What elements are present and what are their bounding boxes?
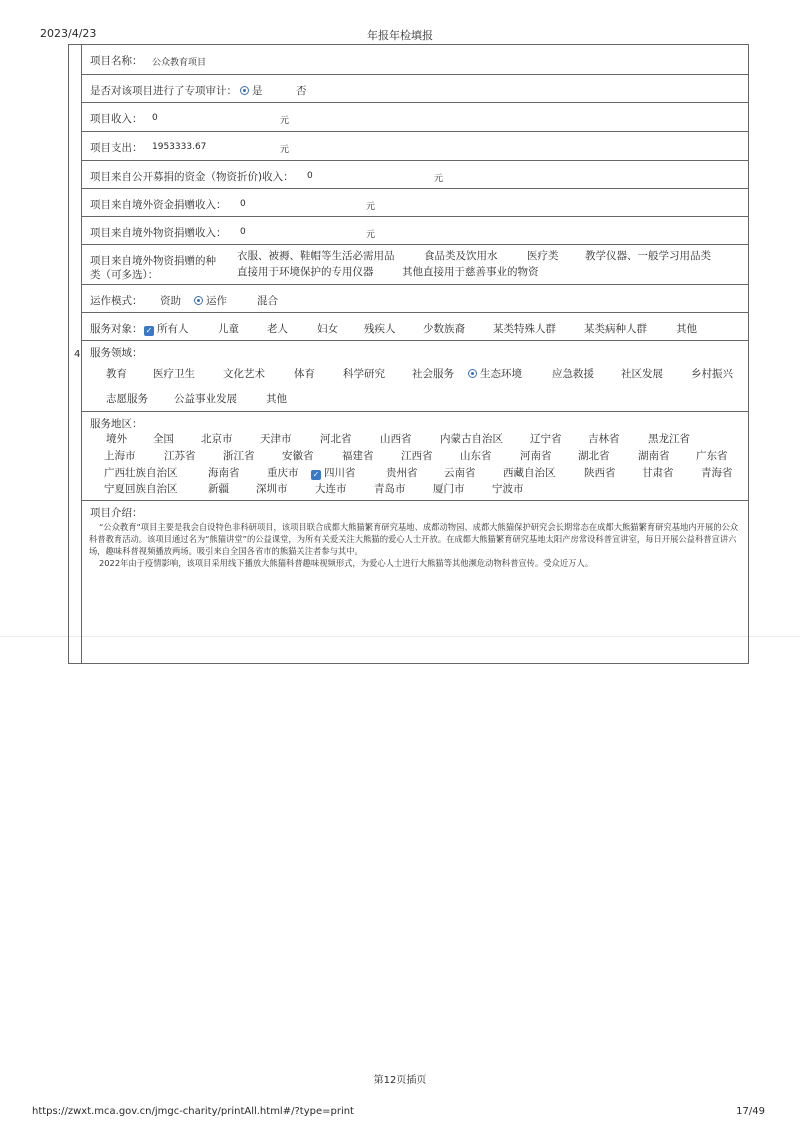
region-option[interactable]: 山西省 xyxy=(380,433,412,445)
audit-label: 是否对该项目进行了专项审计： xyxy=(90,85,237,97)
row-income xyxy=(82,102,749,131)
expense-value: 1953333.67 xyxy=(152,142,207,152)
foreign-goods-value: 0 xyxy=(240,227,246,237)
intro-paragraph: 2022年由于疫情影响，该项目采用线下播放大熊猫科普趣味视频形式，为爱心人士进行大熊猫等其他濒危动物科普宣传。受众近万人。 xyxy=(99,558,594,568)
region-option[interactable]: 山东省 xyxy=(460,450,492,462)
field-option[interactable]: 医疗卫生 xyxy=(153,368,195,380)
region-option[interactable]: 广东省 xyxy=(696,450,728,462)
field-option[interactable]: 应急救援 xyxy=(552,368,594,380)
page-title: 年报年检填报 xyxy=(367,29,433,42)
intro-label: 项目介绍： xyxy=(90,507,143,519)
row-audit xyxy=(82,74,749,102)
checkbox-checked-icon[interactable]: ✓ xyxy=(312,470,320,479)
region-option[interactable]: 海南省 xyxy=(208,467,240,479)
row-regions xyxy=(82,411,749,500)
region-option[interactable]: 福建省 xyxy=(342,450,374,462)
region-option[interactable]: 吉林省 xyxy=(588,433,620,445)
region-option[interactable]: 黑龙江省 xyxy=(648,433,690,445)
row-foreign-fund xyxy=(82,188,749,216)
foreign-goods-unit: 元 xyxy=(366,230,376,240)
goods-type-option[interactable]: 食品类及饮用水 xyxy=(424,250,498,262)
row-public-income xyxy=(82,160,749,188)
field-option[interactable]: 教育 xyxy=(106,368,127,380)
region-option[interactable]: 青岛市 xyxy=(374,483,406,495)
target-option[interactable]: 残疾人 xyxy=(364,323,396,335)
row-goods-type xyxy=(82,244,749,284)
goods-type-option[interactable]: 衣服、被褥、鞋帽等生活必需用品 xyxy=(237,250,395,262)
audit-no[interactable]: 否 xyxy=(296,85,307,97)
field-option[interactable]: 社会服务 xyxy=(412,368,454,380)
goods-type-option[interactable]: 直接用于环境保护的专用仪器 xyxy=(237,266,374,278)
region-option[interactable]: 西藏自治区 xyxy=(503,467,556,479)
field-option[interactable]: 体育 xyxy=(294,368,315,380)
region-option[interactable]: 上海市 xyxy=(104,450,136,462)
goods-type-option[interactable]: 医疗类 xyxy=(527,250,559,262)
row-targets xyxy=(82,312,749,340)
row-fields xyxy=(82,340,749,411)
target-option[interactable]: 儿童 xyxy=(218,323,239,335)
region-option: 四川省 xyxy=(324,467,356,479)
field-option[interactable]: 志愿服务 xyxy=(106,393,148,405)
field-option[interactable]: 公益事业发展 xyxy=(174,393,237,405)
foreign-goods-label: 项目来自境外物资捐赠收入： xyxy=(90,227,227,239)
project-name-value: 公众教育项目 xyxy=(152,58,207,68)
region-option[interactable]: 江西省 xyxy=(401,450,433,462)
mode-option-operate: 运作 xyxy=(206,295,227,307)
region-option[interactable]: 云南省 xyxy=(444,467,476,479)
region-option[interactable]: 青海省 xyxy=(701,467,733,479)
expense-label: 项目支出： xyxy=(90,142,143,154)
foreign-fund-value: 0 xyxy=(240,199,246,209)
income-unit: 元 xyxy=(280,116,290,126)
public-income-unit: 元 xyxy=(434,174,444,184)
region-option[interactable]: 重庆市 xyxy=(267,467,299,479)
region-option[interactable]: 北京市 xyxy=(201,433,233,445)
target-option[interactable]: 某类特殊人群 xyxy=(493,323,556,335)
region-option[interactable]: 湖北省 xyxy=(578,450,610,462)
region-option[interactable]: 河南省 xyxy=(520,450,552,462)
field-option[interactable]: 文化艺术 xyxy=(223,368,265,380)
target-option[interactable]: 某类病种人群 xyxy=(584,323,647,335)
mode-label: 运作模式： xyxy=(90,295,143,307)
region-option[interactable]: 陕西省 xyxy=(584,467,616,479)
target-label: 服务对象： xyxy=(90,323,143,335)
expense-unit: 元 xyxy=(280,145,290,155)
public-income-label: 项目来自公开募捐的资金（物资折价)收入： xyxy=(90,171,294,183)
foreign-fund-unit: 元 xyxy=(366,202,376,212)
audit-yes: 是 xyxy=(252,85,263,97)
region-option[interactable]: 安徽省 xyxy=(282,450,314,462)
field-option: 生态环境 xyxy=(480,368,522,380)
print-date: 2023/4/23 xyxy=(40,27,97,40)
region-option[interactable]: 宁夏回族自治区 xyxy=(104,483,178,495)
region-option[interactable]: 深圳市 xyxy=(256,483,288,495)
region-option[interactable]: 湖南省 xyxy=(638,450,670,462)
page-label: 第12页插页 xyxy=(373,1075,427,1086)
target-option[interactable]: 少数族裔 xyxy=(423,323,465,335)
goods-type-option[interactable]: 教学仪器、一般学习用品类 xyxy=(585,250,711,262)
field-option[interactable]: 其他 xyxy=(266,393,287,405)
row-expense xyxy=(82,131,749,160)
public-income-value: 0 xyxy=(307,171,313,181)
goods-type-option[interactable]: 其他直接用于慈善事业的物资 xyxy=(402,266,539,278)
field-option[interactable]: 社区发展 xyxy=(621,368,663,380)
goods-type-label-2: 类（可多选）： xyxy=(90,269,159,281)
region-option[interactable]: 境外 xyxy=(106,433,127,445)
target-option[interactable]: 老人 xyxy=(267,323,288,335)
region-option[interactable]: 甘肃省 xyxy=(642,467,674,479)
radio-selected-icon[interactable] xyxy=(240,86,249,95)
income-label: 项目收入： xyxy=(90,113,143,125)
target-option[interactable]: 妇女 xyxy=(317,323,338,335)
region-label: 服务地区： xyxy=(90,418,143,430)
mode-option-mixed[interactable]: 混合 xyxy=(257,295,278,307)
region-option[interactable]: 全国 xyxy=(153,433,174,445)
region-option[interactable]: 贵州省 xyxy=(386,467,418,479)
field-option[interactable]: 乡村振兴 xyxy=(691,368,733,380)
radio-selected-icon[interactable] xyxy=(194,296,203,305)
region-option[interactable]: 新疆 xyxy=(208,483,229,495)
region-option[interactable]: 大连市 xyxy=(315,483,347,495)
income-value: 0 xyxy=(152,113,158,123)
row-index: 4 xyxy=(74,349,81,360)
target-option[interactable]: 其他 xyxy=(676,323,697,335)
field-option[interactable]: 科学研究 xyxy=(343,368,385,380)
print-url: https://zwxt.mca.gov.cn/jmgc-charity/printAll.html#/?type=print xyxy=(32,1106,354,1117)
region-option[interactable]: 广西壮族自治区 xyxy=(104,467,178,479)
region-option[interactable]: 宁波市 xyxy=(492,483,524,495)
region-option[interactable]: 厦门市 xyxy=(433,483,465,495)
goods-type-label-1: 项目来自境外物资捐赠的种 xyxy=(90,255,216,267)
row-foreign-goods xyxy=(82,216,749,244)
intro-text xyxy=(89,521,739,569)
checkbox-checked-icon[interactable]: ✓ xyxy=(145,326,153,335)
radio-selected-icon[interactable] xyxy=(468,369,477,378)
field-label: 服务领域： xyxy=(90,347,143,359)
region-option[interactable]: 辽宁省 xyxy=(530,433,562,445)
mode-option-fund[interactable]: 资助 xyxy=(160,295,181,307)
project-name-label: 项目名称： xyxy=(90,55,143,67)
region-option[interactable]: 内蒙古自治区 xyxy=(440,433,503,445)
intro-paragraph: “公众教育“项目主要是我会自设特色非科研项目，该项目联合成都大熊猫繁育研究基地、成都动物园、成都大熊猫保护研究会长期常态在成都大熊猫繁育研究基地内开展的公众科普教育活动。该项目通过名为“熊猫讲堂”的公益课堂，为所有关爱关注大熊猫的爱心人士开放。在成都大熊猫繁育研究基地太阳产房常设科普宣讲室，每日开展公益科普宣讲六场，趣味科普视频播放两场。吸引来自全国各省市的熊猫关注者参与其中。 xyxy=(89,522,739,556)
foreign-fund-label: 项目来自境外资金捐赠收入： xyxy=(90,199,227,211)
region-option[interactable]: 浙江省 xyxy=(223,450,255,462)
region-option[interactable]: 天津市 xyxy=(260,433,292,445)
row-mode xyxy=(82,284,749,312)
row-project-name xyxy=(82,44,749,74)
target-option: 所有人 xyxy=(157,323,189,335)
page-number: 17/49 xyxy=(736,1106,765,1117)
region-option[interactable]: 江苏省 xyxy=(164,450,196,462)
region-option[interactable]: 河北省 xyxy=(320,433,352,445)
